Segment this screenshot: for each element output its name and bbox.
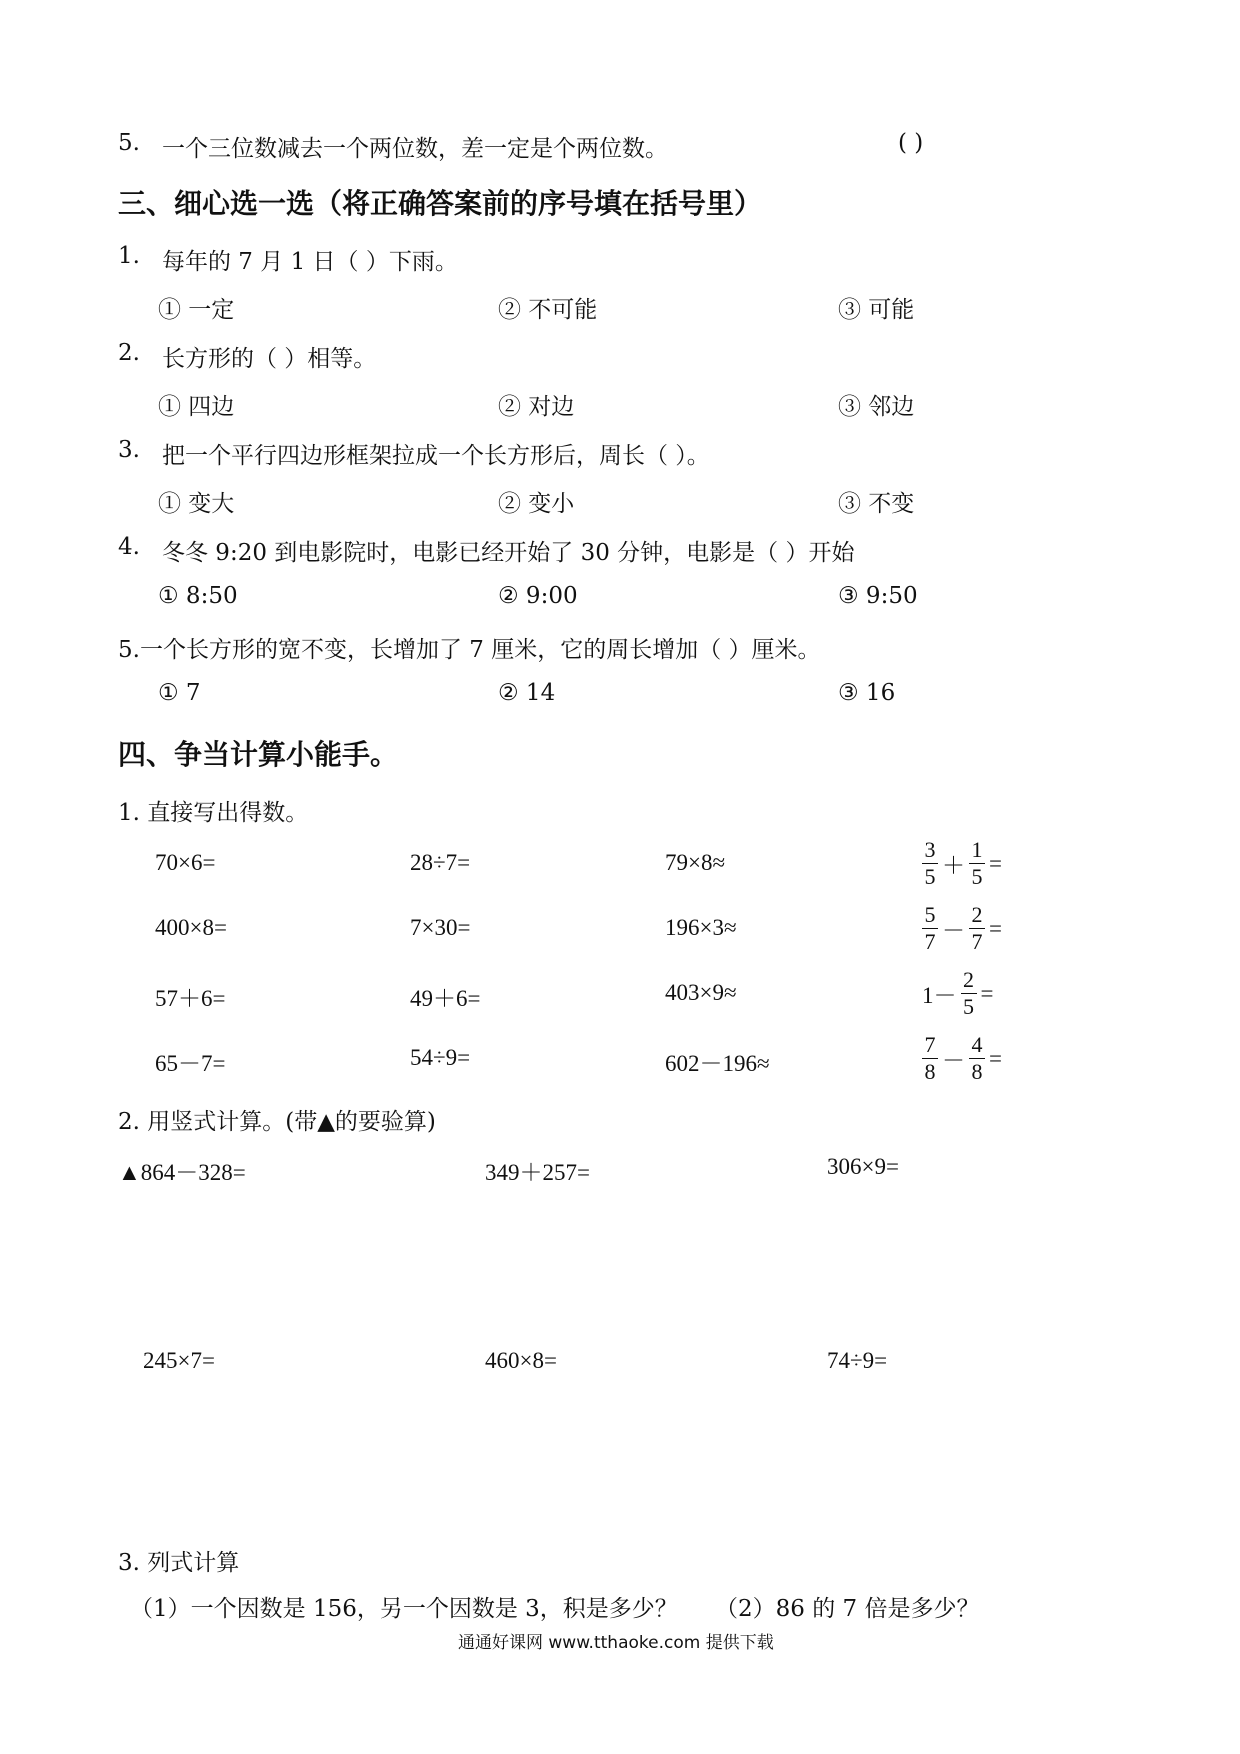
q3-number: 3. bbox=[118, 437, 140, 463]
calc1-item: 70×6= bbox=[155, 850, 216, 875]
q5-text: 5.一个长方形的宽不变，长增加了 7 厘米，它的周长增加（ ）厘米。 bbox=[118, 637, 821, 663]
q5-option-3: ③ 16 bbox=[838, 680, 896, 706]
calc2-item: 245×7= bbox=[143, 1348, 215, 1373]
section-3-title: 三、细心选一选（将正确答案前的序号填在括号里） bbox=[118, 187, 763, 220]
calc1-item: 49＋6= bbox=[410, 986, 481, 1011]
denominator: 5 bbox=[971, 864, 983, 889]
q1-option-1: ① 一定 bbox=[158, 297, 235, 323]
operator: ＋ bbox=[942, 853, 965, 878]
q5-option-2: ② 14 bbox=[498, 680, 556, 706]
q2-option-2: ② 对边 bbox=[498, 394, 575, 420]
fraction-expression-4 bbox=[922, 1033, 1002, 1084]
tf-item-5-text: 一个三位数减去一个两位数，差一定是个两位数。 bbox=[162, 136, 668, 162]
calc1-item: 400×8= bbox=[155, 915, 227, 940]
q3-text: 把一个平行四边形框架拉成一个长方形后，周长（ ）。 bbox=[162, 443, 710, 469]
fraction bbox=[969, 838, 985, 889]
denominator: 8 bbox=[924, 1059, 936, 1084]
fraction bbox=[961, 968, 977, 1019]
calc2-item: 306×9= bbox=[827, 1154, 899, 1179]
calc1-item: 403×9≈ bbox=[665, 980, 737, 1005]
fraction bbox=[922, 1033, 938, 1084]
q1-option-3: ③ 可能 bbox=[838, 297, 915, 323]
calc1-item: 196×3≈ bbox=[665, 915, 737, 940]
numerator: 5 bbox=[924, 902, 936, 927]
fraction-expression-3 bbox=[922, 968, 993, 1019]
q4-number: 4. bbox=[118, 534, 140, 560]
calc2-item: 74÷9= bbox=[827, 1348, 888, 1373]
q4-option-1: ① 8:50 bbox=[158, 583, 238, 609]
whole-number-operator: 1－ bbox=[922, 983, 957, 1008]
calc2-label: 2. 用竖式计算。(带▲的要验算) bbox=[118, 1109, 436, 1135]
section-4-title: 四、争当计算小能手。 bbox=[118, 738, 399, 771]
denominator: 5 bbox=[924, 864, 936, 889]
footer-text: 通通好课网 www.tthaoke.com 提供下载 bbox=[458, 1633, 774, 1653]
numerator: 3 bbox=[924, 837, 936, 862]
q1-option-2: ② 不可能 bbox=[498, 297, 598, 323]
numerator: 4 bbox=[971, 1032, 983, 1057]
equals-sign: = bbox=[989, 850, 1002, 876]
calc1-item: 54÷9= bbox=[410, 1045, 471, 1070]
denominator: 7 bbox=[924, 929, 936, 954]
calc1-item: 79×8≈ bbox=[665, 850, 726, 875]
operator: － bbox=[942, 1048, 965, 1073]
operator: － bbox=[942, 918, 965, 943]
q1-text: 每年的 7 月 1 日（ ）下雨。 bbox=[162, 249, 458, 275]
fraction bbox=[922, 838, 938, 889]
numerator: 2 bbox=[971, 902, 983, 927]
q2-option-3: ③ 邻边 bbox=[838, 394, 915, 420]
fraction bbox=[969, 1033, 985, 1084]
denominator: 5 bbox=[963, 994, 974, 1019]
numerator: 1 bbox=[971, 837, 983, 862]
q5-option-1: ① 7 bbox=[158, 680, 201, 706]
fraction-expression-1 bbox=[922, 838, 1002, 889]
calc1-item: 602－196≈ bbox=[665, 1051, 770, 1076]
calc2-item: 460×8= bbox=[485, 1348, 557, 1373]
calc3-question-1: （1）一个因数是 156，另一个因数是 3，积是多少？ bbox=[130, 1596, 678, 1622]
q3-option-3: ③ 不变 bbox=[838, 491, 915, 517]
calc1-item: 7×30= bbox=[410, 915, 471, 940]
fraction bbox=[922, 903, 938, 954]
calc2-item: 349＋257= bbox=[485, 1160, 590, 1185]
equals-sign: = bbox=[989, 1045, 1002, 1071]
q4-option-3: ③ 9:50 bbox=[838, 583, 918, 609]
calc1-item: 65－7= bbox=[155, 1051, 226, 1076]
calc1-item: 28÷7= bbox=[410, 850, 471, 875]
calc3-question-2: （2）86 的 7 倍是多少？ bbox=[715, 1596, 980, 1622]
q3-option-2: ② 变小 bbox=[498, 491, 575, 517]
q3-option-1: ① 变大 bbox=[158, 491, 235, 517]
denominator: 8 bbox=[971, 1059, 983, 1084]
calc1-label: 1. 直接写出得数。 bbox=[118, 800, 309, 826]
q1-number: 1. bbox=[118, 243, 140, 269]
q2-option-1: ① 四边 bbox=[158, 394, 235, 420]
q2-number: 2. bbox=[118, 340, 140, 366]
numerator: 7 bbox=[924, 1032, 936, 1057]
equals-sign: = bbox=[989, 915, 1002, 941]
tf-item-5-number: 5. bbox=[118, 130, 140, 156]
numerator: 2 bbox=[963, 967, 974, 992]
tf-item-5-bracket: ( ) bbox=[898, 130, 924, 156]
q4-option-2: ② 9:00 bbox=[498, 583, 578, 609]
calc1-item: 57＋6= bbox=[155, 986, 226, 1011]
fraction-expression-2 bbox=[922, 903, 1002, 954]
q2-text: 长方形的（ ）相等。 bbox=[162, 346, 377, 372]
fraction bbox=[969, 903, 985, 954]
calc2-item: ▲864－328= bbox=[118, 1160, 246, 1185]
calc3-label: 3. 列式计算 bbox=[118, 1550, 240, 1576]
denominator: 7 bbox=[971, 929, 983, 954]
equals-sign: = bbox=[980, 980, 994, 1006]
q4-text: 冬冬 9:20 到电影院时，电影已经开始了 30 分钟，电影是（ ）开始 bbox=[162, 540, 855, 566]
